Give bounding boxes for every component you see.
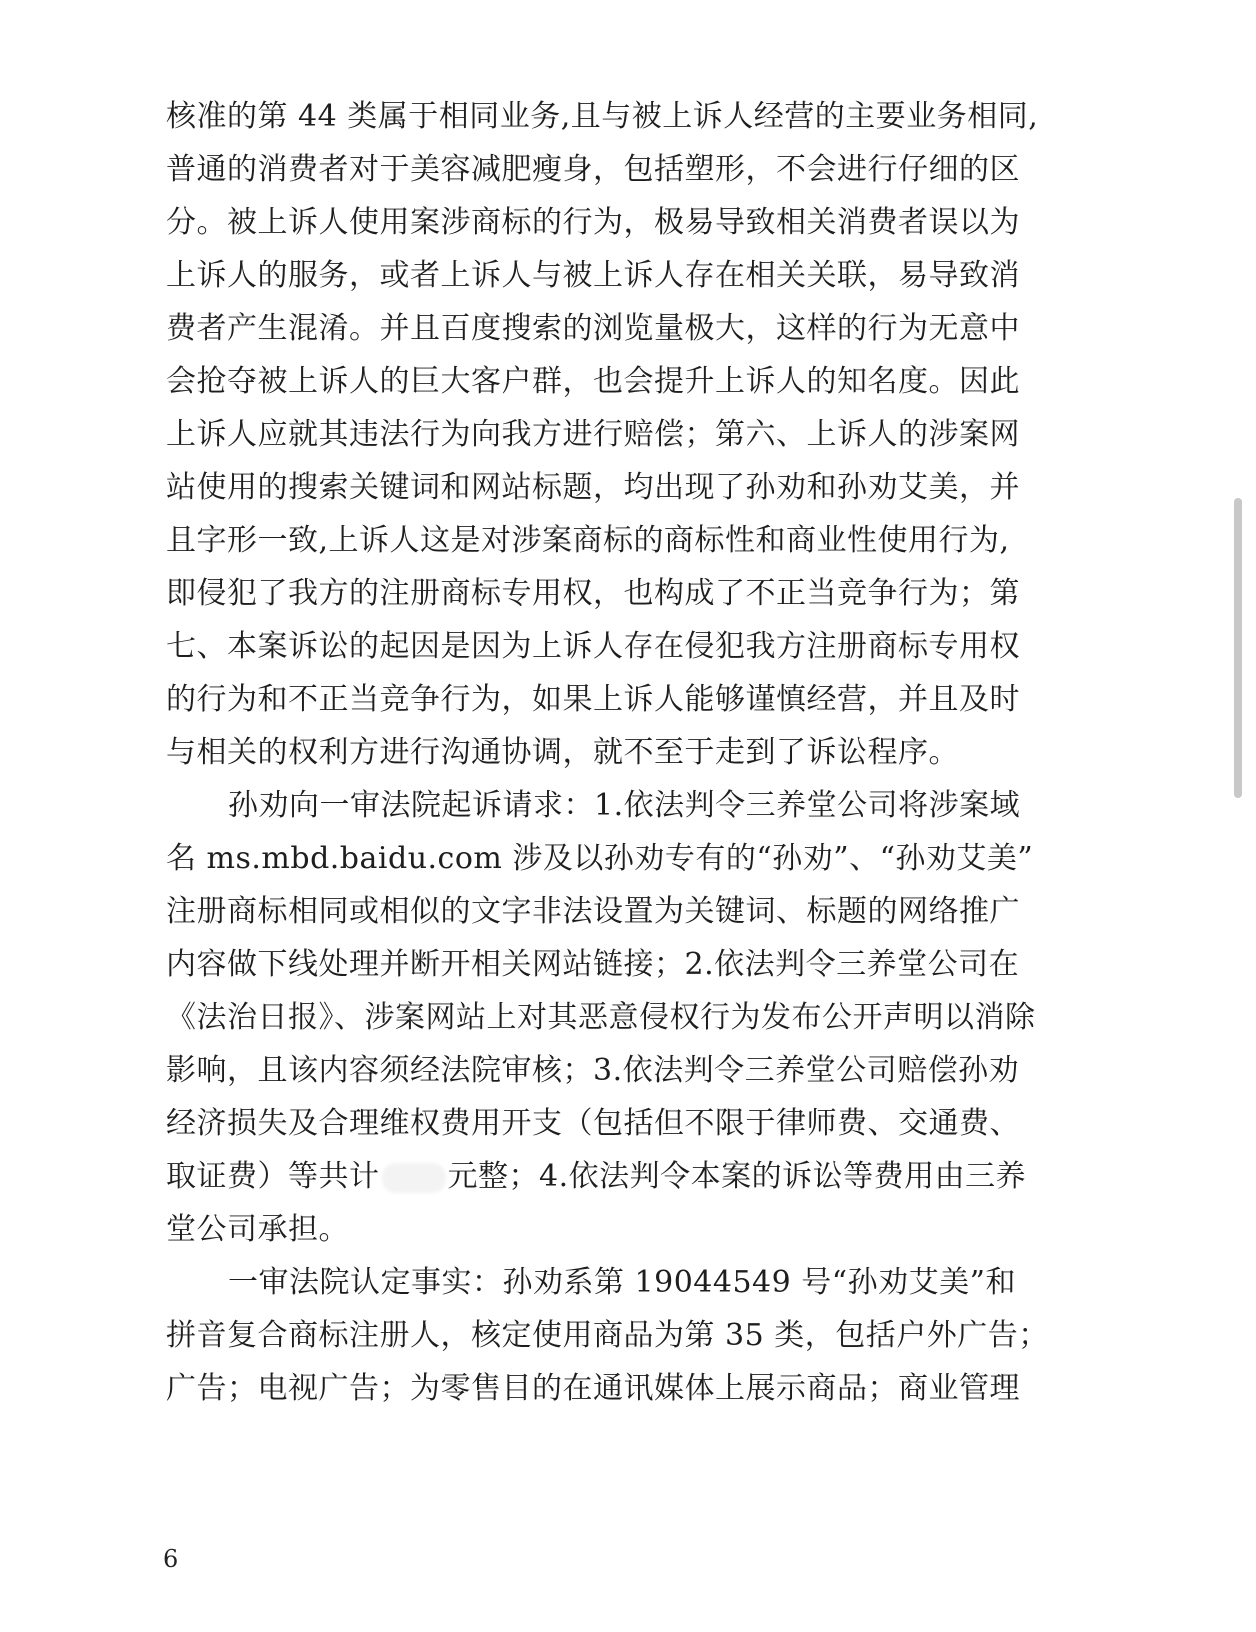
text-line: 会抢夺被上诉人的巨大客户群，也会提升上诉人的知名度。因此	[166, 364, 1020, 399]
text-line: 广告；电视广告；为零售目的在通讯媒体上展示商品；商业管理	[166, 1371, 1020, 1406]
text-line: 孙劝向一审法院起诉请求：1.依法判令三养堂公司将涉案域	[228, 788, 1021, 823]
text-line: 经济损失及合理维权费用开支（包括但不限于律师费、交通费、	[166, 1106, 1020, 1141]
text-line: 堂公司承担。	[166, 1212, 349, 1247]
text-line: 即侵犯了我方的注册商标专用权，也构成了不正当竞争行为；第	[166, 576, 1020, 611]
text-line: 注册商标相同或相似的文字非法设置为关键词、标题的网络推广	[166, 894, 1020, 929]
text-line: 内容做下线处理并断开相关网站链接；2.依法判令三养堂公司在	[166, 947, 1020, 982]
text-segment: 元整；4.依法判令本案的诉讼等费用由三养	[447, 1159, 1027, 1194]
text-line: 《法治日报》、涉案网站上对其恶意侵权行为发布公开声明以消除	[166, 1000, 1036, 1035]
text-line: 普通的消费者对于美容减肥瘦身，包括塑形，不会进行仔细的区	[166, 152, 1020, 187]
text-line: 影响，且该内容须经法院审核；3.依法判令三养堂公司赔偿孙劝	[166, 1053, 1020, 1088]
text-line: 核准的第 44 类属于相同业务,且与被上诉人经营的主要业务相同,	[166, 99, 1039, 134]
text-line	[166, 1150, 1106, 1203]
text-line: 上诉人应就其违法行为向我方进行赔偿；第六、上诉人的涉案网	[166, 417, 1020, 452]
redacted-amount	[382, 1163, 446, 1193]
text-line: 一审法院认定事实：孙劝系第 19044549 号“孙劝艾美”和	[228, 1265, 1016, 1300]
text-line: 拼音复合商标注册人，核定使用商品为第 35 类，包括户外广告；	[166, 1318, 1049, 1353]
text-line: 七、本案诉讼的起因是因为上诉人存在侵犯我方注册商标专用权	[166, 629, 1020, 664]
text-line: 分。被上诉人使用案涉商标的行为，极易导致相关消费者误以为	[166, 205, 1020, 240]
text-line: 且字形一致,上诉人这是对涉案商标的商标性和商业性使用行为,	[166, 523, 1010, 558]
text-line: 与相关的权利方进行沟通协调，就不至于走到了诉讼程序。	[166, 735, 959, 770]
text-line: 上诉人的服务，或者上诉人与被上诉人存在相关关联，易导致消	[166, 258, 1020, 293]
text-line: 名 ms.mbd.baidu.com 涉及以孙劝专有的“孙劝”、“孙劝艾美”	[166, 841, 1034, 876]
text-line: 费者产生混淆。并且百度搜索的浏览量极大，这样的行为无意中	[166, 311, 1020, 346]
text-line: 站使用的搜索关键词和网站标题，均出现了孙劝和孙劝艾美，并	[166, 470, 1020, 505]
text-line: 的行为和不正当竞争行为，如果上诉人能够谨慎经营，并且及时	[166, 682, 1020, 717]
scrollbar-thumb[interactable]	[1234, 498, 1242, 798]
text-segment: 取证费）等共计	[166, 1159, 380, 1194]
page-number: 6	[163, 1545, 179, 1573]
document-body	[166, 90, 1106, 1415]
